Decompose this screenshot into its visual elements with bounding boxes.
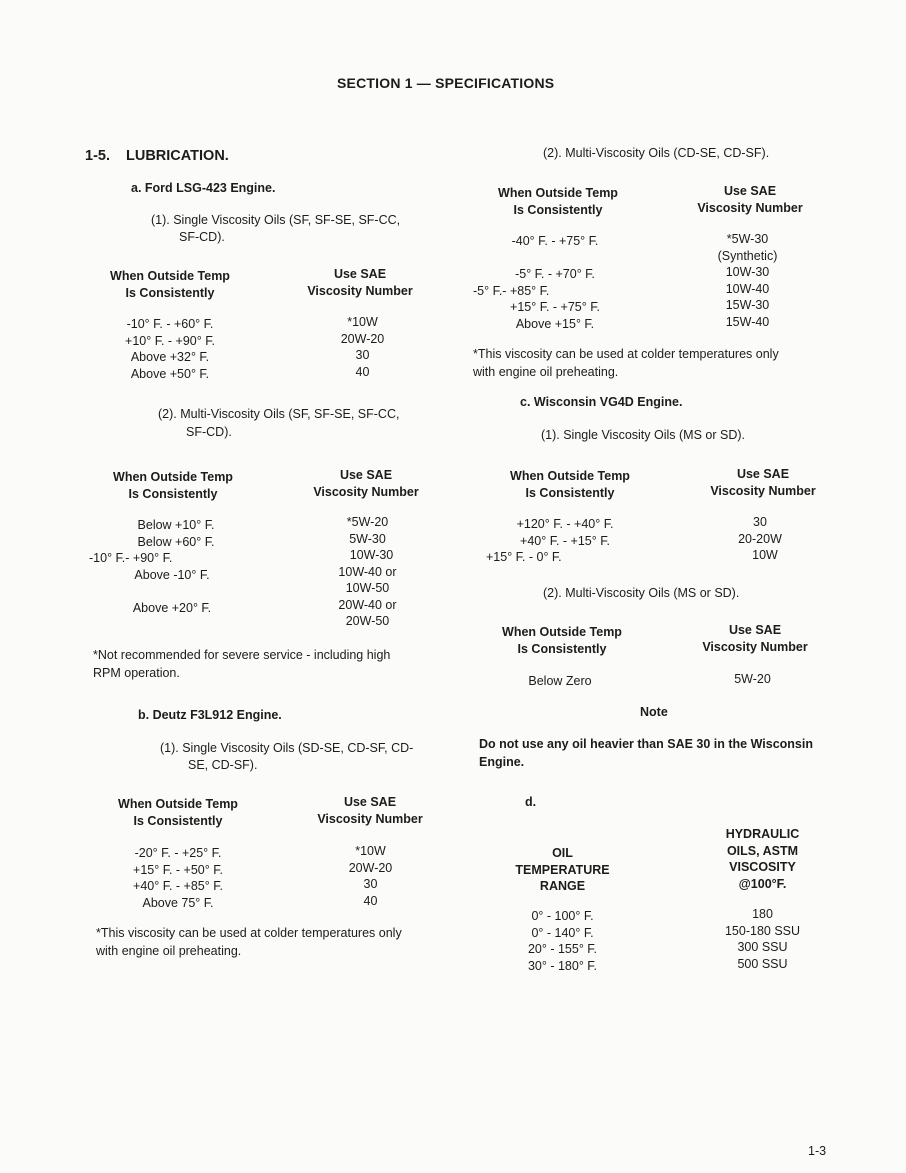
deutz-single-line2: SE, CD-SF). — [188, 758, 258, 772]
table-row: 20° - 155° F. — [527, 942, 598, 956]
deutz-multi-sae-header: Use SAE Viscosity Number — [697, 184, 803, 215]
hydraulic-viscosity-header: HYDRAULIC OILS, ASTM VISCOSITY @100°F. — [725, 827, 800, 891]
section-number: 1-5. — [85, 148, 110, 164]
table-row: -40° F. - +75° F. — [511, 234, 599, 248]
table-row: Above +15° F. — [515, 316, 595, 331]
table-row: 30° - 180° F. — [527, 958, 598, 973]
deutz-single-temp-header: When Outside Temp Is Consistently — [118, 797, 238, 828]
ford-multi-line1: (2). Multi-Viscosity Oils (SF, SF-SE, SF-CC, — [158, 407, 400, 421]
deutz-note-line1: *This viscosity can be used at colder temperatures only — [96, 926, 402, 940]
table-row: 0° - 100° F. — [531, 909, 594, 923]
wisconsin-multi-title: (2). Multi-Viscosity Oils (MS or SD). — [543, 586, 740, 600]
page-number: 1-3 — [808, 1144, 827, 1158]
wisconsin-single-title: (1). Single Viscosity Oils (MS or SD). — [541, 428, 745, 442]
page-title: SECTION 1 — SPECIFICATIONS — [337, 75, 555, 91]
ford-single-sae-header: Use SAE Viscosity Number — [307, 267, 413, 298]
wisconsin-multi-temp-header: When Outside Temp Is Consistently — [502, 625, 622, 656]
deutz-single-temp-col — [103, 845, 253, 911]
table-row — [92, 583, 252, 600]
table-row: Above +32° F. — [130, 350, 210, 364]
table-row: Above -10° F. — [134, 567, 210, 582]
deutz-single-sae-col: *10W 20W-20 30 40 — [348, 844, 393, 908]
wisconsin-note-line1: Do not use any oil heavier than SAE 30 in the Wisconsin — [479, 737, 813, 751]
table-row: +10° F. - +90° F. — [125, 333, 215, 348]
ford-multi-line2: SF-CD). — [186, 425, 232, 439]
table-row: +40° F. - +85° F. — [133, 879, 223, 893]
deutz-multi-sae-col: *5W-30 (Synthetic) 10W-30 10W-40 15W-30 15W-40 — [717, 232, 778, 329]
ford-note-line1: *Not recommended for severe service - including high — [93, 648, 391, 662]
ford-title: a. Ford LSG-423 Engine. — [131, 181, 276, 195]
table-row: Below +60° F. — [137, 534, 215, 549]
table-row: +15° F. - 0° F. — [486, 550, 562, 564]
wisconsin-single-temp-header: When Outside Temp Is Consistently — [510, 469, 630, 500]
ford-multi-temp-col — [89, 517, 252, 616]
table-row: -5° F.- +85° F. — [473, 283, 550, 298]
table-row: -5° F. - +70° F. — [515, 267, 595, 281]
ford-single-table — [95, 316, 245, 382]
table-row: +15° F. - +75° F. — [510, 300, 600, 314]
table-row: 0° - 140° F. — [531, 925, 594, 940]
table-row: Above +20° F. — [132, 600, 212, 615]
ford-single-temp-header: When Outside Temp Is Consistently — [110, 269, 230, 300]
deutz-multi-note-line1: *This viscosity can be used at colder temperatures only — [473, 347, 779, 361]
table-row: +120° F. - +40° F. — [516, 517, 614, 531]
section-title: LUBRICATION. — [126, 148, 229, 164]
ford-multi-sae-header: Use SAE Viscosity Number — [313, 468, 419, 499]
table-row: +15° F. - +50° F. — [133, 862, 223, 877]
wisconsin-note-line2: Engine. — [479, 755, 525, 769]
deutz-multi-temp-header: When Outside Temp Is Consistently — [498, 186, 618, 217]
hydraulic-range-col — [490, 908, 635, 974]
ford-single-sae-col: *10W 20W-20 30 40 — [340, 315, 385, 379]
table-row: Above 75° F. — [142, 895, 214, 910]
wisconsin-single-sae-col: 30 20-20W 10W — [738, 515, 782, 562]
table-row: -20° F. - +25° F. — [134, 846, 222, 860]
note-heading: Note — [640, 705, 668, 719]
deutz-single-sae-header: Use SAE Viscosity Number — [317, 795, 423, 826]
wisconsin-single-temp-col — [486, 516, 640, 566]
table-row: +40° F. - +15° F. — [520, 533, 610, 548]
table-row: -10° F. - +60° F. — [126, 317, 214, 331]
table-row: Below +10° F. — [137, 518, 215, 532]
deutz-single-line1: (1). Single Viscosity Oils (SD-SE, CD-SF, CD- — [160, 741, 414, 755]
deutz-title: b. Deutz F3L912 Engine. — [138, 708, 282, 722]
wisconsin-multi-sae-header: Use SAE Viscosity Number — [702, 623, 808, 654]
ford-multi-sae-col: *5W-20 5W-30 10W-30 10W-40 or 10W-50 20W-40 or 20W-50 — [338, 515, 397, 628]
deutz-multi-temp-col — [473, 233, 630, 332]
deutz-note-line2: with engine oil preheating. — [96, 944, 242, 958]
ford-single-line1: (1). Single Viscosity Oils (SF, SF-SE, SF-CC, — [151, 213, 401, 227]
ford-note-line2: RPM operation. — [93, 666, 180, 680]
deutz-multi-note-line2: with engine oil preheating. — [473, 365, 619, 379]
table-row: Above +50° F. — [130, 366, 210, 381]
table-row: 5W-20 — [734, 672, 771, 686]
table-row: -10° F.- +90° F. — [89, 551, 173, 565]
hydraulic-viscosity-col: 180 150-180 SSU 300 SSU 500 SSU — [724, 907, 801, 971]
hydraulic-label: d. — [525, 795, 537, 809]
deutz-multi-title: (2). Multi-Viscosity Oils (CD-SE, CD-SF). — [543, 146, 770, 160]
hydraulic-temp-header: OIL TEMPERATURE RANGE — [515, 846, 610, 893]
wisconsin-single-sae-header: Use SAE Viscosity Number — [710, 467, 816, 498]
ford-single-line2: SF-CD). — [179, 230, 225, 244]
table-row — [480, 250, 630, 267]
ford-multi-temp-header: When Outside Temp Is Consistently — [113, 470, 233, 501]
table-row: Below Zero — [528, 674, 592, 688]
wisconsin-title: c. Wisconsin VG4D Engine. — [520, 395, 683, 409]
